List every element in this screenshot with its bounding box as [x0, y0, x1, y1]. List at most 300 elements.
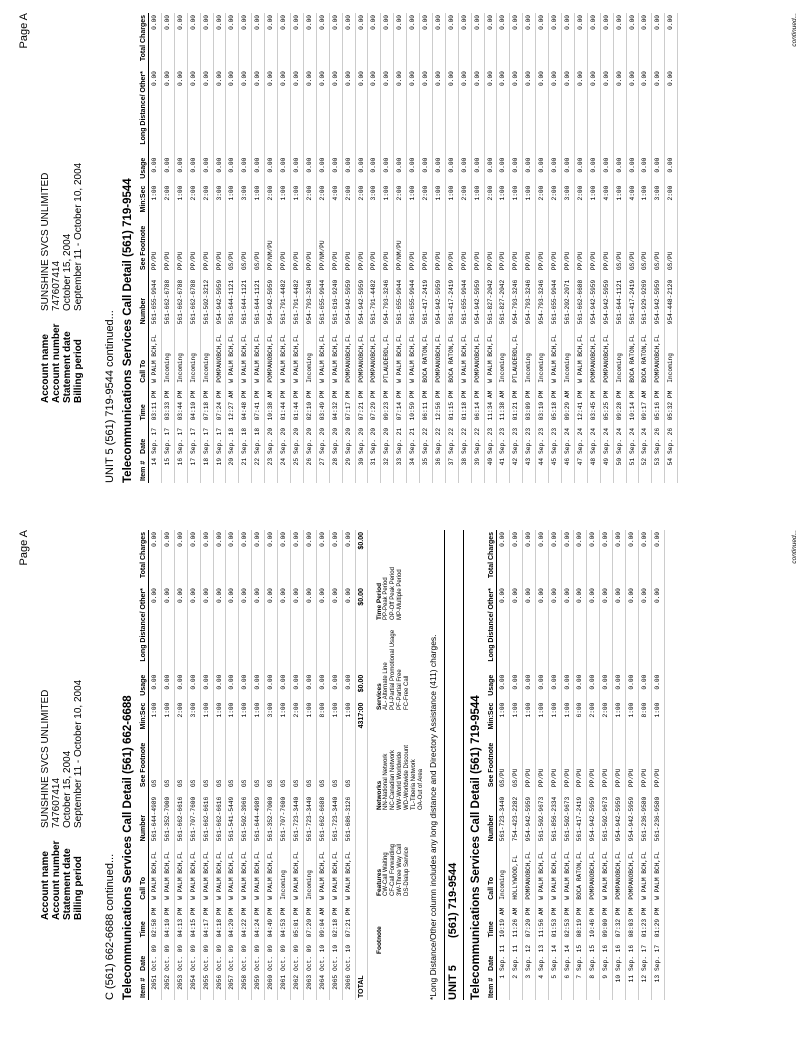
cell-total-charges: 0.00	[290, 530, 303, 586]
cell-number: 954-942-5959	[522, 789, 535, 843]
cell-call-to: POMPANOBCH,FL	[355, 326, 368, 384]
legend-item: OP-Off Peak Period	[390, 567, 396, 620]
cell-long-distance: 0.00	[265, 69, 278, 156]
cell-min-sec: 3:00	[368, 184, 381, 218]
col-date: Date	[140, 422, 149, 456]
table-row	[316, 530, 329, 1000]
cell-call-to: POMPANOBCH,FL	[342, 326, 355, 384]
col-min-sec: Min:Sec	[140, 701, 149, 735]
cell-usage: 0.00	[652, 156, 665, 184]
cell-usage: 0.00	[290, 156, 303, 184]
cell-call-to: W PALM BCH,FL	[574, 326, 587, 384]
cell-number: 754-423-2282	[509, 789, 522, 843]
cell-number: 561-662-6688	[316, 789, 329, 843]
legend-item: CF-Call Forwarding	[390, 843, 396, 896]
cell-total-charges: 0.00	[174, 530, 187, 586]
cell-long-distance: 0.00	[497, 69, 510, 156]
value-billing-period: September 11 - October 10, 2004	[73, 162, 84, 311]
cell-min-sec: 3:00	[265, 701, 278, 735]
cell-number: 561-644-1121	[226, 272, 239, 326]
cell-time: 05:32 PM	[665, 385, 678, 423]
cell-date: Sep. 21	[394, 422, 407, 456]
cell-item-number: 29	[342, 456, 355, 483]
cell-footnote: PP/PU	[549, 218, 562, 272]
table-row	[278, 13, 291, 483]
continued-label: continued...	[791, 13, 798, 47]
cell-usage: 0.00	[638, 673, 651, 701]
cell-date: Oct. 09	[290, 939, 303, 973]
cell-usage: 0.00	[639, 156, 652, 184]
cell-time: 07:21 PM	[342, 902, 355, 940]
label-billing-period: Billing period	[73, 339, 84, 403]
cell-item-number: 22	[252, 456, 265, 483]
cell-total-charges: 0.00	[329, 13, 342, 69]
cell-time: 04:15 PM	[187, 902, 200, 940]
legend-item: PU-Partial Promotional Usage	[390, 629, 396, 710]
cell-call-to: Incoming	[303, 326, 316, 384]
cell-min-sec: 1:00	[278, 184, 291, 218]
legend-item: AL- Alternate Line	[383, 662, 389, 710]
cell-date: Oct. 09	[200, 939, 213, 973]
cell-usage: 0.00	[549, 156, 562, 184]
table-row	[303, 13, 316, 483]
cell-footnote: PP/NM/PU	[316, 218, 329, 272]
cell-usage: 0.00	[239, 673, 252, 701]
cell-date: Sep. 18	[226, 422, 239, 456]
cell-time: 01:15 PM	[445, 385, 458, 423]
cell-item-number: 2	[509, 973, 522, 1000]
cell-usage: 0.00	[420, 156, 433, 184]
cell-usage: 0.00	[471, 156, 484, 184]
cell-usage: 0.00	[342, 156, 355, 184]
cell-min-sec: 1:00	[561, 701, 574, 735]
cell-item-number: 2057	[226, 973, 239, 1000]
table-row	[587, 530, 600, 1000]
table-header	[488, 530, 497, 1000]
col-total-charges: Total Charges	[488, 530, 497, 586]
cell-footnote: PP/PU	[471, 218, 484, 272]
cell-footnote: PP/PU	[161, 218, 174, 272]
cell-item-number: 25	[290, 456, 303, 483]
cell-min-sec: 1:00	[226, 184, 239, 218]
cell-item-number: 32	[381, 456, 394, 483]
cell-total-charges: 0.00	[613, 530, 626, 586]
cell-total-charges: 0.00	[600, 530, 613, 586]
cell-time: 04:17 PM	[200, 902, 213, 940]
cell-item-number: 2066	[342, 973, 355, 1000]
cell-date: Sep. 23	[536, 422, 549, 456]
cell-time: 02:10 PM	[303, 385, 316, 423]
cell-call-to: Incoming	[536, 326, 549, 384]
cell-long-distance: 0.00	[149, 69, 162, 156]
cell-number: 561-236-9580	[651, 789, 664, 843]
cell-time: 04:13 PM	[174, 902, 187, 940]
cell-date: Oct. 09	[187, 939, 200, 973]
cell-date: Sep. 23	[523, 422, 536, 456]
cell-number: 954-942-5959	[342, 272, 355, 326]
cell-number: 954-793-3246	[523, 272, 536, 326]
cell-time: 09:00 PM	[600, 902, 613, 940]
cell-footnote: PP/PU	[420, 218, 433, 272]
cell-date: Sep. 23	[510, 422, 523, 456]
table-row	[652, 13, 665, 483]
section-heading: UNIT 5 (561) 719-9544 continued...	[104, 310, 116, 483]
cell-time: 03:44 PM	[174, 385, 187, 423]
cell-min-sec: 4:00	[329, 184, 342, 218]
cell-number: 561-662-6788	[187, 272, 200, 326]
cell-call-to: W PALM BCH,FL	[252, 326, 265, 384]
cell-call-to: W PALM BCH,FL	[316, 326, 329, 384]
cell-item-number: 3	[522, 973, 535, 1000]
col-usage: Usage	[140, 673, 149, 701]
table-row	[432, 13, 445, 483]
cell-total-charges: 0.00	[381, 13, 394, 69]
cell-footnote: GS	[342, 735, 355, 789]
cell-number: 561-655-9944	[549, 272, 562, 326]
call-detail-table	[140, 13, 678, 483]
table-header	[140, 530, 149, 1000]
cell-footnote: PP/PU	[600, 735, 613, 789]
cell-time: 01:53 PM	[548, 902, 561, 940]
cell-min-sec: 1:00	[174, 184, 187, 218]
table-row	[252, 530, 265, 1000]
table-row	[252, 13, 265, 483]
cell-footnote: PP/PU	[149, 218, 162, 272]
cell-call-to: BOCA RATON,FL	[639, 326, 652, 384]
cell-footnote: PP/PU	[278, 218, 291, 272]
cell-usage: 0.00	[522, 673, 535, 701]
cell-call-to: W PALM BCH,FL	[394, 326, 407, 384]
cell-date: Sep. 20	[316, 422, 329, 456]
cell-time: 10:19 AM	[497, 902, 510, 940]
cell-call-to: W PALM BCH,FL	[239, 326, 252, 384]
cell-usage: 0.00	[174, 156, 187, 184]
cell-date: Sep. 12	[522, 939, 535, 973]
cell-item-number: 23	[265, 456, 278, 483]
table-row	[497, 13, 510, 483]
cell-number: 561-791-4482	[278, 272, 291, 326]
cell-total-charges: 0.00	[445, 13, 458, 69]
table-row	[213, 13, 226, 483]
cell-long-distance: 0.00	[342, 69, 355, 156]
cell-call-to: POMPANOBCH,FL	[613, 843, 626, 901]
cell-total-charges: 0.00	[420, 13, 433, 69]
table-row	[471, 13, 484, 483]
cell-number: 954-793-3246	[510, 272, 523, 326]
cell-total-charges: 0.00	[639, 13, 652, 69]
cell-long-distance: 0.00	[651, 586, 664, 673]
cell-call-to: POMPANOBCH,FL	[213, 326, 226, 384]
table-row	[174, 530, 187, 1000]
cell-item-number: 2060	[265, 973, 278, 1000]
cell-footnote: PP/PU	[290, 218, 303, 272]
cell-usage: 0.00	[187, 673, 200, 701]
cell-long-distance: 0.00	[484, 69, 497, 156]
table-row	[665, 13, 678, 483]
cell-long-distance: 0.00	[265, 586, 278, 673]
cell-long-distance: 0.00	[187, 69, 200, 156]
legend-footnote: Footnote	[376, 926, 383, 954]
cell-min-sec: 3:00	[187, 701, 200, 735]
cell-min-sec: 2:00	[342, 184, 355, 218]
cell-time: 03:11 PM	[149, 385, 162, 423]
cell-call-to: BOCA RATON,FL	[420, 326, 433, 384]
call-detail-title-2: Telecommunications Services Call Detail (561) 719-9544	[470, 695, 482, 1000]
cell-date: Sep. 22	[445, 422, 458, 456]
cell-date: Sep. 11	[497, 939, 510, 973]
cell-item-number: 15	[161, 456, 174, 483]
table-row	[626, 530, 639, 1000]
cell-number: 561-662-6688	[574, 272, 587, 326]
cell-item-number: 50	[613, 456, 626, 483]
cell-number: 561-827-2042	[497, 272, 510, 326]
cell-long-distance: 0.00	[638, 586, 651, 673]
cell-time: 10:46 PM	[587, 902, 600, 940]
cell-footnote: PP/PU	[445, 218, 458, 272]
cell-call-to: W PALM BCH,FL	[458, 326, 471, 384]
cell-usage: 0.00	[342, 673, 355, 701]
cell-long-distance: 0.00	[316, 69, 329, 156]
cell-footnote: PP/PU	[651, 735, 664, 789]
cell-min-sec: 1:00	[639, 184, 652, 218]
cell-long-distance: 0.00	[587, 586, 600, 673]
cell-long-distance: 0.00	[639, 69, 652, 156]
cell-date: Oct. 10	[329, 939, 342, 973]
left-half	[18, 530, 798, 1000]
col-usage: Usage	[488, 673, 497, 701]
cell-usage: 0.00	[303, 156, 316, 184]
cell-time: 05:01 PM	[290, 902, 303, 940]
continued-label: continued...	[791, 530, 798, 564]
cell-item-number: 34	[407, 456, 420, 483]
col-call-to: Call To	[488, 843, 497, 901]
cell-time: 04:32 PM	[329, 385, 342, 423]
cell-total-charges: 0.00	[200, 530, 213, 586]
cell-number: 561-723-3440	[329, 789, 342, 843]
cell-usage: 0.00	[484, 156, 497, 184]
cell-footnote: GS	[174, 735, 187, 789]
cell-total-charges: 0.00	[161, 13, 174, 69]
cell-number: 954-942-5959	[652, 272, 665, 326]
cell-usage: 0.00	[574, 156, 587, 184]
cell-long-distance: 0.00	[613, 69, 626, 156]
cell-item-number: 41	[497, 456, 510, 483]
cell-long-distance: 0.00	[574, 69, 587, 156]
cell-item-number: 18	[200, 456, 213, 483]
cell-usage: 0.00	[329, 156, 342, 184]
cell-long-distance: 0.00	[290, 69, 303, 156]
cell-date: Sep. 17	[200, 422, 213, 456]
cell-footnote: PP/PU	[523, 218, 536, 272]
label-statement-date: Statement date	[62, 848, 73, 920]
cell-total-charges: 0.00	[497, 13, 510, 69]
cell-total-charges: 0.00	[265, 13, 278, 69]
cell-call-to: HOLLYWOOD,FL	[509, 843, 522, 901]
legend-item: DS-Dialup Service	[404, 846, 410, 896]
cell-item-number: 38	[458, 456, 471, 483]
cell-number: 561-502-3966	[239, 789, 252, 843]
cell-item-number: 36	[432, 456, 445, 483]
cell-time: 04:10 PM	[187, 385, 200, 423]
cell-number: 561-723-3440	[303, 789, 316, 843]
cell-date: Sep. 26	[652, 422, 665, 456]
cell-footnote: PP/PU	[510, 218, 523, 272]
cell-min-sec: 1:00	[509, 701, 522, 735]
cell-footnote: PP/PU	[458, 218, 471, 272]
cell-item-number: 39	[471, 456, 484, 483]
total-ld: $0.00	[355, 586, 368, 673]
col-min-sec: Min:Sec	[488, 701, 497, 735]
cell-call-to: BOCA RATON,FL	[574, 843, 587, 901]
cell-footnote: PP/PU	[368, 218, 381, 272]
value-account-name: SUNSHINE SVCS UNLIMITED	[40, 689, 51, 828]
legend-features: Features CW-Call Waiting CF-Call Forwarding 3W-Three Way Call DS-Dialup Service	[376, 843, 410, 896]
cell-call-to: W PALM BCH,FL	[174, 843, 187, 901]
cell-date: Oct. 09	[174, 939, 187, 973]
cell-time: 01:18 PM	[458, 385, 471, 423]
cell-call-to: Incoming	[161, 326, 174, 384]
cell-footnote: GS/PU	[239, 218, 252, 272]
cell-number: 561-616-9240	[329, 272, 342, 326]
cell-item-number: 5	[548, 973, 561, 1000]
cell-min-sec: 1:00	[226, 701, 239, 735]
value-account-number: 747607414	[51, 777, 62, 828]
cell-item-number: 2052	[161, 973, 174, 1000]
cell-min-sec: 2:00	[200, 184, 213, 218]
table-row	[548, 530, 561, 1000]
table-row	[420, 13, 433, 483]
col-min-sec: Min:Sec	[140, 184, 149, 218]
cell-total-charges: 0.00	[187, 13, 200, 69]
cell-footnote: GS	[329, 735, 342, 789]
cell-time: 01:21 PM	[510, 385, 523, 423]
cell-date: Sep. 23	[484, 422, 497, 456]
table-row	[316, 13, 329, 483]
cell-call-to: W PALM BCH,FL	[316, 843, 329, 901]
cell-call-to: W PALM BCH,FL	[239, 843, 252, 901]
cell-date: Oct. 09	[161, 939, 174, 973]
cell-long-distance: 0.00	[522, 586, 535, 673]
cell-usage: 0.00	[613, 156, 626, 184]
cell-total-charges: 0.00	[484, 13, 497, 69]
cell-date: Oct. 09	[303, 939, 316, 973]
cell-total-charges: 0.00	[587, 13, 600, 69]
cell-call-to: W PALM BCH,FL	[252, 843, 265, 901]
cell-date: Sep. 24	[562, 422, 575, 456]
cell-total-charges: 0.00	[394, 13, 407, 69]
cell-time: 06:14 PM	[471, 385, 484, 423]
cell-footnote: GS	[200, 735, 213, 789]
cell-usage: 0.00	[316, 156, 329, 184]
table-row	[355, 13, 368, 483]
cell-number: 561-707-7600	[278, 789, 291, 843]
cell-usage: 0.00	[432, 156, 445, 184]
cell-call-to: BOCA RATON,FL	[445, 326, 458, 384]
cell-call-to: W PALM BCH,FL	[226, 843, 239, 901]
cell-footnote: GS/PU	[652, 218, 665, 272]
cell-long-distance: 0.00	[432, 69, 445, 156]
cell-time: 07:21 PM	[355, 385, 368, 423]
cell-footnote: GS	[149, 735, 162, 789]
cell-long-distance: 0.00	[278, 69, 291, 156]
cell-call-to: W PALM BCH,FL	[290, 843, 303, 901]
table-row	[600, 13, 613, 483]
cell-date: Sep. 18	[239, 422, 252, 456]
cell-item-number: 12	[638, 973, 651, 1000]
cell-number: 954-942-5959	[587, 272, 600, 326]
table-row	[600, 530, 613, 1000]
cell-total-charges: 0.00	[316, 13, 329, 69]
table-row	[213, 530, 226, 1000]
cell-time: 03:49 PM	[316, 385, 329, 423]
cell-footnote: PP/PU	[497, 218, 510, 272]
cell-time: 04:22 PM	[239, 902, 252, 940]
table-row	[639, 13, 652, 483]
cell-date: Sep. 24	[587, 422, 600, 456]
cell-number: 954-942-5959	[600, 272, 613, 326]
cell-time: 01:44 PM	[278, 385, 291, 423]
cell-time: 03:10 PM	[536, 385, 549, 423]
cell-time: 07:17 PM	[342, 385, 355, 423]
cell-footnote: PP/PU	[174, 218, 187, 272]
cell-footnote: PP/PU	[600, 218, 613, 272]
cell-min-sec: 2:00	[587, 701, 600, 735]
cell-time: 01:44 PM	[290, 385, 303, 423]
cell-item-number: 9	[600, 973, 613, 1000]
cell-usage: 0.00	[252, 156, 265, 184]
table-row	[200, 13, 213, 483]
cell-item-number: 47	[574, 456, 587, 483]
cell-item-number: 4	[535, 973, 548, 1000]
table-row	[523, 13, 536, 483]
cell-long-distance: 0.00	[549, 69, 562, 156]
cell-number: 561-352-7000	[161, 789, 174, 843]
cell-date: Sep. 13	[535, 939, 548, 973]
col-long-distance: Long Distance/ Other*	[140, 586, 149, 673]
cell-call-to: W PALM BCH,FL	[549, 326, 562, 384]
cell-item-number: 2055	[200, 973, 213, 1000]
cell-min-sec: 2:00	[484, 184, 497, 218]
cell-time: 02:18 PM	[329, 902, 342, 940]
cell-date: Sep. 20	[303, 422, 316, 456]
cell-min-sec: 2:00	[161, 184, 174, 218]
cell-long-distance: 0.00	[161, 69, 174, 156]
cell-long-distance: 0.00	[174, 586, 187, 673]
cell-number: 561-662-6788	[161, 272, 174, 326]
cell-time: 07:14 PM	[394, 385, 407, 423]
table-row	[149, 530, 162, 1000]
cell-total-charges: 0.00	[509, 530, 522, 586]
cell-long-distance: 0.00	[587, 69, 600, 156]
cell-long-distance: 0.00	[600, 69, 613, 156]
cell-usage: 0.00	[626, 673, 639, 701]
cell-time: 09:23 PM	[381, 385, 394, 423]
cell-long-distance: 0.00	[226, 586, 239, 673]
cell-call-to: POMPANOBCH,FL	[471, 326, 484, 384]
unit-number: (561) 719-9544	[447, 862, 459, 938]
cell-usage: 0.00	[510, 156, 523, 184]
cell-time: 04:24 PM	[252, 902, 265, 940]
cell-number: 561-929-9269	[639, 272, 652, 326]
cell-min-sec: 2:00	[600, 701, 613, 735]
cell-min-sec: 1:00	[510, 184, 523, 218]
cell-number: 561-417-2419	[420, 272, 433, 326]
cell-date: Sep. 20	[278, 422, 291, 456]
cell-usage: 0.00	[200, 156, 213, 184]
cell-min-sec: 2:00	[536, 184, 549, 218]
cell-item-number: 2059	[252, 973, 265, 1000]
cell-date: Sep. 20	[329, 422, 342, 456]
